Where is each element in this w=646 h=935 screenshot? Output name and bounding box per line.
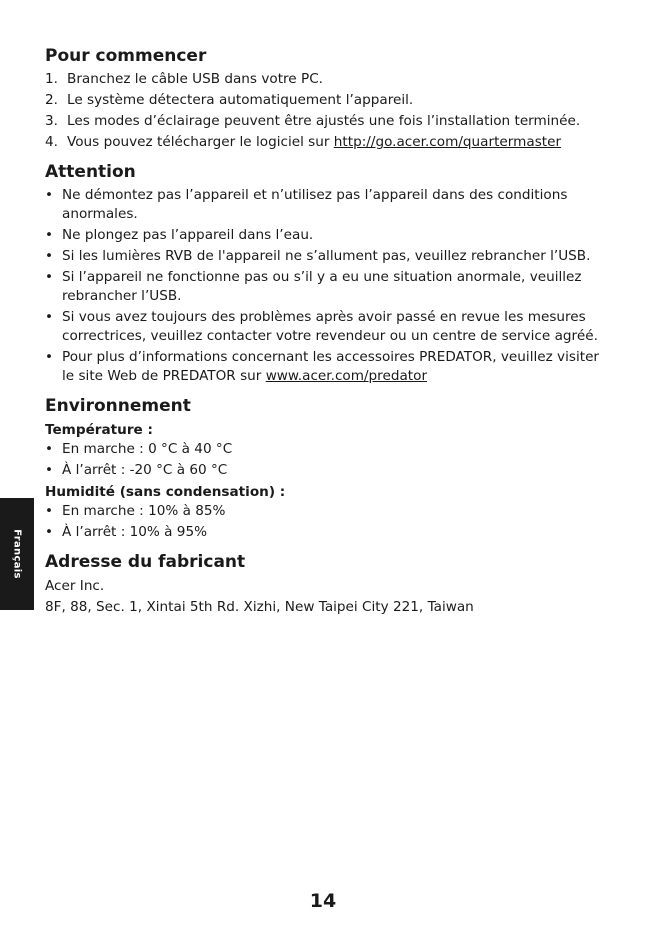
getting-started-heading: Pour commencer bbox=[45, 46, 207, 66]
list-item bbox=[45, 268, 605, 306]
language-label: Français bbox=[11, 529, 23, 579]
list-item bbox=[45, 112, 605, 131]
item-text: À l’arrêt : 10% à 95% bbox=[62, 524, 208, 540]
quartermaster-download-link[interactable]: http://go.acer.com/quartermaster bbox=[333, 134, 562, 150]
list-item bbox=[45, 186, 605, 224]
item-number: 1. bbox=[45, 71, 58, 87]
item-text: Si vous avez toujours des problèmes après avoir passé en revue les mesures correctrices, veuillez contacter votre revendeur ou un centre de service agréé. bbox=[62, 309, 598, 344]
item-number: 2. bbox=[45, 92, 58, 108]
page-number: 14 bbox=[309, 890, 337, 912]
bullet-icon: • bbox=[45, 227, 54, 243]
humidity-list bbox=[45, 502, 605, 542]
list-item bbox=[45, 523, 605, 542]
bullet-icon: • bbox=[45, 349, 54, 365]
bullet-icon: • bbox=[45, 269, 54, 285]
manufacturer-address: 8F, 88, Sec. 1, Xintai 5th Rd. Xizhi, New Taipei City 221, Taiwan bbox=[45, 599, 474, 615]
list-item bbox=[45, 348, 605, 386]
item-text: Si les lumières RVB de l'appareil ne s’allument pas, veuillez rebrancher l’USB. bbox=[62, 248, 591, 264]
bullet-icon: • bbox=[45, 441, 54, 457]
manufacturer-name: Acer Inc. bbox=[45, 578, 105, 594]
item-text: Ne démontez pas l’appareil et n’utilisez pas l’appareil dans des conditions anormales. bbox=[62, 187, 568, 222]
item-text: Ne plongez pas l’appareil dans l’eau. bbox=[62, 227, 314, 243]
humidity-label: Humidité (sans condensation) : bbox=[45, 484, 286, 500]
item-text: Les modes d’éclairage peuvent être ajustés une fois l’installation terminée. bbox=[67, 113, 581, 129]
item-text: Vous pouvez télécharger le logiciel sur bbox=[67, 134, 334, 150]
bullet-icon: • bbox=[45, 187, 54, 203]
list-item bbox=[45, 91, 605, 110]
list-item bbox=[45, 226, 605, 245]
bullet-icon: • bbox=[45, 462, 54, 478]
temperature-label: Température : bbox=[45, 422, 153, 438]
list-item bbox=[45, 440, 605, 459]
environment-heading: Environnement bbox=[45, 396, 191, 416]
bullet-icon: • bbox=[45, 524, 54, 540]
list-item bbox=[45, 133, 605, 152]
item-number: 4. bbox=[45, 134, 58, 150]
manufacturer-section bbox=[45, 550, 605, 618]
item-text: En marche : 0 °C à 40 °C bbox=[62, 441, 233, 457]
list-item bbox=[45, 502, 605, 521]
item-number: 3. bbox=[45, 113, 58, 129]
attention-section bbox=[45, 160, 605, 386]
temperature-list bbox=[45, 440, 605, 480]
item-text: Branchez le câble USB dans votre PC. bbox=[67, 71, 324, 87]
manufacturer-heading: Adresse du fabricant bbox=[45, 552, 246, 572]
list-item bbox=[45, 247, 605, 266]
getting-started-list bbox=[45, 70, 605, 152]
bullet-icon: • bbox=[45, 503, 54, 519]
environment-section bbox=[45, 394, 605, 542]
list-item bbox=[45, 308, 605, 346]
page-content bbox=[45, 44, 605, 626]
item-text: Si l’appareil ne fonctionne pas ou s’il y a eu une situation anormale, veuillez rebrancher l’USB. bbox=[62, 269, 582, 304]
bullet-icon: • bbox=[45, 248, 54, 264]
predator-website-link[interactable]: www.acer.com/predator bbox=[265, 368, 428, 384]
language-side-tab bbox=[0, 498, 34, 610]
list-item bbox=[45, 461, 605, 480]
item-text: À l’arrêt : -20 °C à 60 °C bbox=[62, 462, 228, 478]
bullet-icon: • bbox=[45, 309, 54, 325]
item-text: En marche : 10% à 85% bbox=[62, 503, 226, 519]
item-text: Pour plus d’informations concernant les accessoires PREDATOR, veuillez visiter le site Web de PREDATOR sur bbox=[62, 349, 600, 384]
getting-started-section bbox=[45, 44, 605, 152]
list-item bbox=[45, 70, 605, 89]
attention-heading: Attention bbox=[45, 162, 136, 182]
attention-list bbox=[45, 186, 605, 386]
item-text: Le système détectera automatiquement l’appareil. bbox=[67, 92, 414, 108]
